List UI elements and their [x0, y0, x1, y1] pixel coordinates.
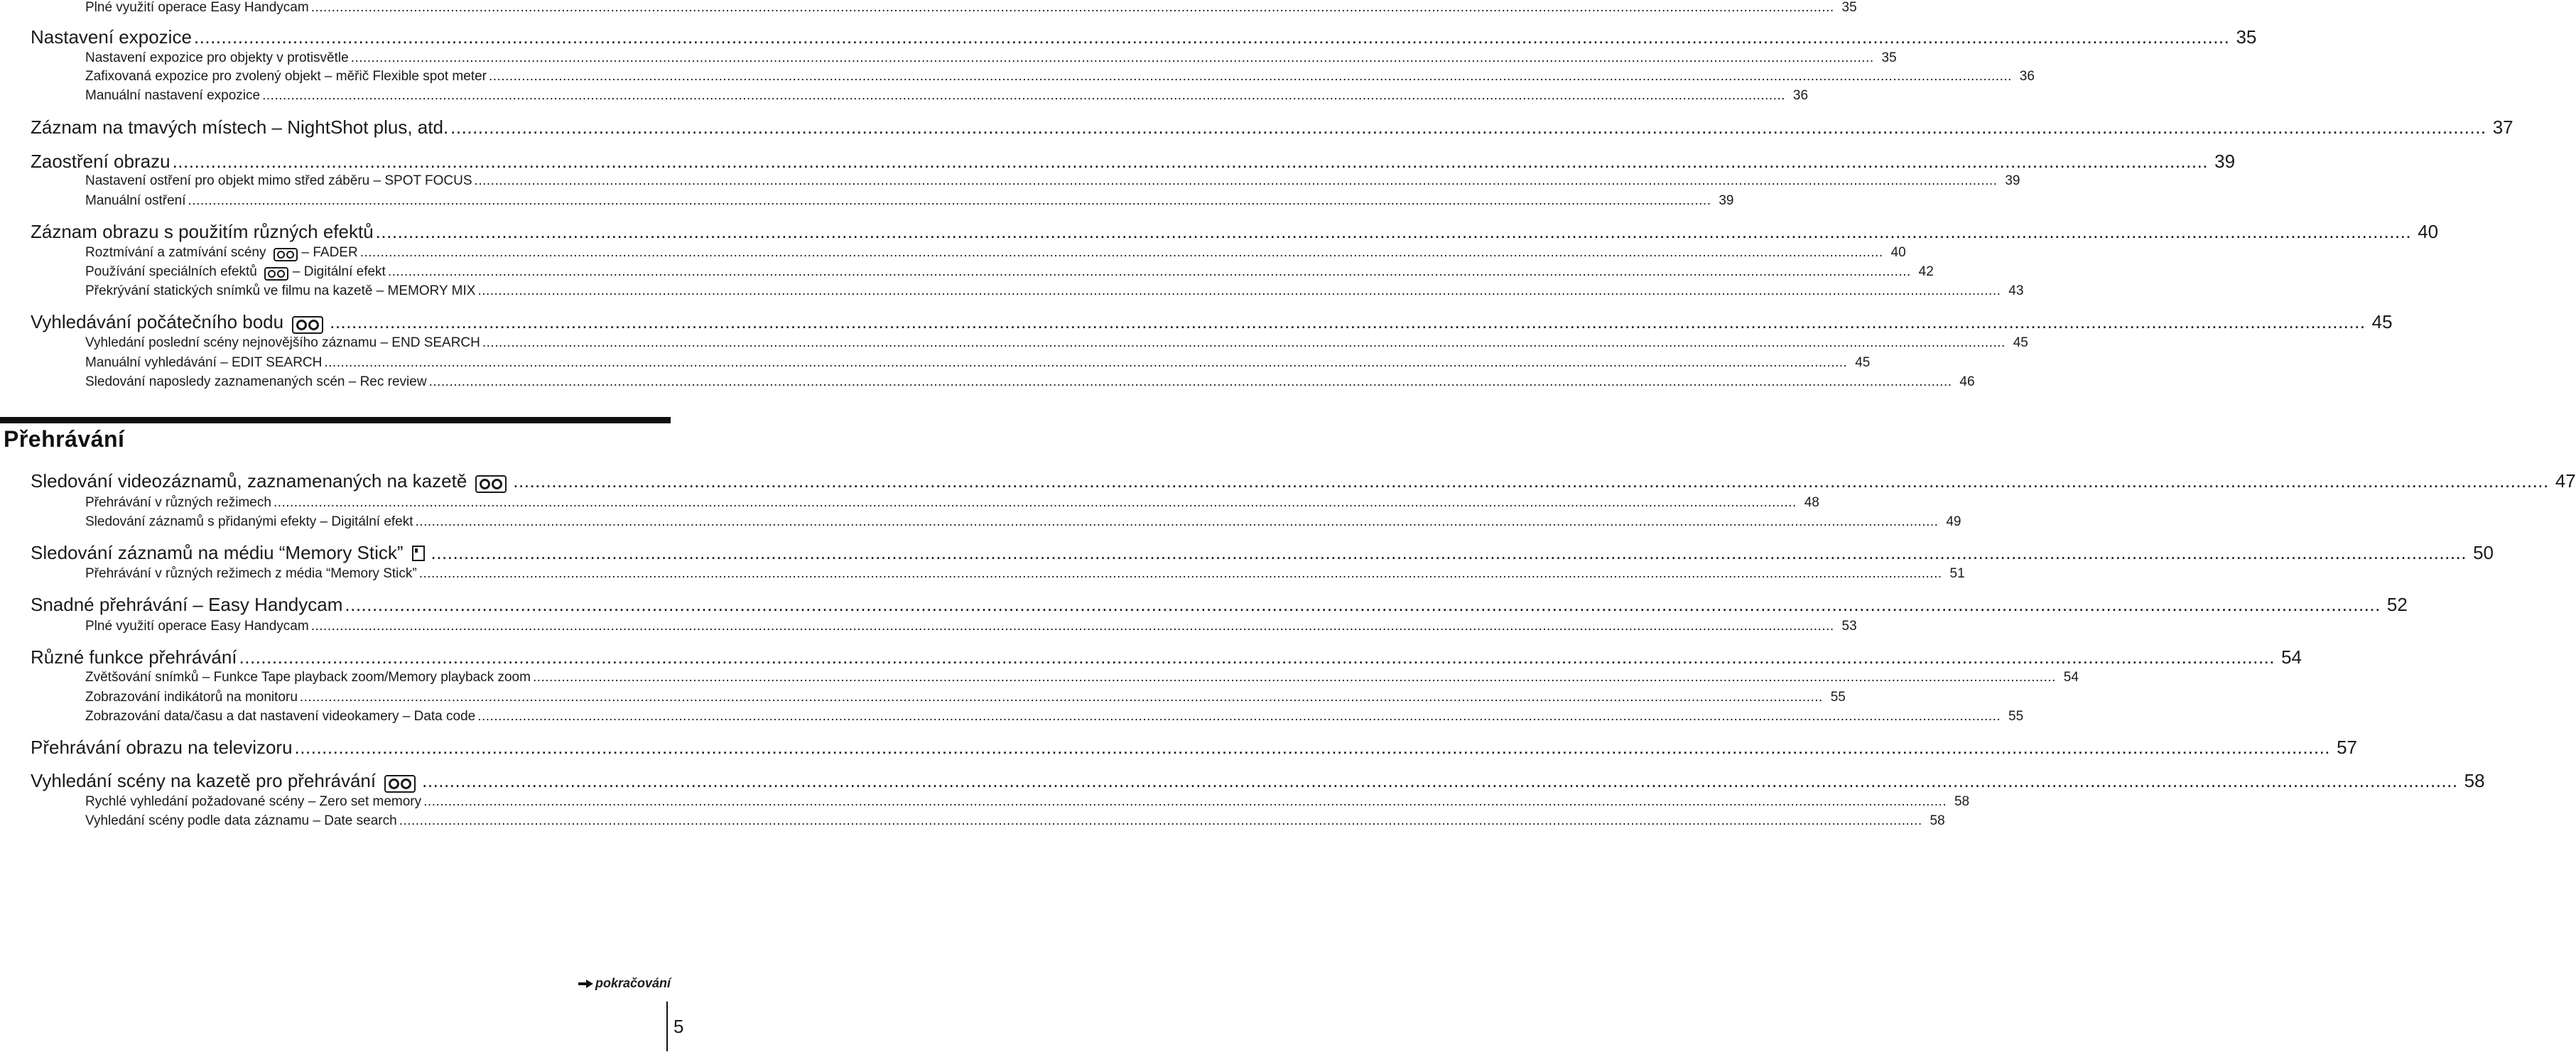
toc-page-number: 45: [2013, 335, 2028, 350]
leader-dots: [300, 690, 1823, 705]
toc-entry-title: Nastavení expozice: [31, 26, 192, 48]
toc-subentry[interactable]: [85, 495, 1819, 514]
leader-dots: [429, 374, 1952, 390]
toc-entry[interactable]: [31, 26, 2257, 50]
toc-page-number: 52: [2386, 594, 2408, 615]
toc-entry-title: Překrývání statických snímků ve filmu na kazetě – MEMORY MIX: [85, 283, 476, 298]
toc-page-number: 45: [1855, 355, 1871, 370]
leader-dots: [477, 283, 2001, 299]
toc-subentry[interactable]: [85, 264, 1934, 283]
leader-dots: [239, 646, 2275, 668]
tape-icon: [292, 316, 323, 334]
toc-page-number: 36: [2019, 69, 2035, 84]
toc-page-number: 54: [2063, 670, 2079, 685]
toc-page-number: 58: [2464, 770, 2485, 791]
toc-page-number: 45: [2371, 311, 2393, 332]
toc-subentry[interactable]: [85, 50, 1897, 69]
toc-subentry[interactable]: [85, 670, 2079, 688]
leader-dots: [482, 335, 2006, 351]
toc-subentry[interactable]: [85, 566, 1965, 585]
toc-entry-title: Přehrávání obrazu na televizoru: [31, 737, 293, 758]
toc-entry-title: Záznam obrazu s použitím různých efektů: [31, 221, 374, 242]
toc-page-number: 40: [1890, 245, 1906, 260]
toc-page-number: 53: [1841, 619, 1857, 634]
toc-entry-title: Sledování záznamů na médiu “Memory Stick”: [31, 542, 404, 563]
toc-page-number: 47: [2555, 470, 2576, 492]
toc-subentry[interactable]: [85, 88, 1809, 107]
toc-entry-title: Sledování záznamů s přidanými efekty – Digitální efekt: [85, 514, 413, 529]
toc-page-number: 49: [1946, 514, 1961, 529]
toc-page-number: 40: [2418, 221, 2439, 242]
toc-entry-title: Zobrazování data/času a dat nastavení videokamery – Data code: [85, 709, 476, 724]
toc-entry-title: Sledování videozáznamů, zaznamenaných na kazetě: [31, 470, 467, 492]
toc-page-number: 36: [1792, 88, 1809, 103]
leader-dots: [376, 221, 2411, 243]
toc-page-number: 58: [1954, 794, 1970, 809]
toc-entry[interactable]: [31, 311, 2393, 335]
leader-dots: [533, 670, 2056, 685]
leader-dots: [388, 264, 1911, 280]
toc-subentry[interactable]: [85, 193, 1734, 212]
leader-dots: [416, 514, 1939, 530]
toc-subentry[interactable]: [85, 619, 1857, 637]
toc-entry[interactable]: [31, 151, 2236, 175]
continued-label: pokračování: [595, 976, 671, 990]
toc-subentry[interactable]: [85, 794, 1970, 813]
leader-dots: [513, 470, 2548, 492]
toc-subentry[interactable]: [85, 0, 1857, 18]
toc-page-number: 39: [2005, 173, 2020, 188]
toc-entry-suffix: – FADER: [301, 245, 358, 260]
page-number: 5: [666, 1002, 681, 1051]
toc-entry[interactable]: [31, 116, 2513, 141]
toc-entry-title: Vyhledání scény podle data záznamu – Date search: [85, 813, 397, 828]
toc-entry-title: Zvětšování snímků – Funkce Tape playback zoom/Memory playback zoom: [85, 670, 531, 685]
toc-subentry[interactable]: [85, 335, 2028, 354]
toc-entry[interactable]: [31, 646, 2302, 671]
leader-dots: [311, 619, 1834, 634]
tape-icon: [384, 775, 416, 793]
toc-entry-title: Plné využití operace Easy Handycam: [85, 619, 309, 634]
toc-entry-title: Manuální vyhledávání – EDIT SEARCH: [85, 355, 323, 370]
toc-entry-title: Rychlé vyhledání požadované scény – Zero set memory: [85, 794, 422, 809]
toc-entry[interactable]: [31, 470, 2576, 494]
leader-dots: [422, 770, 2457, 792]
toc-subentry[interactable]: [85, 355, 1871, 374]
toc-entry-title: Různé funkce přehrávání: [31, 646, 237, 668]
toc-page-number: 35: [1841, 0, 1857, 15]
toc-page-number: 55: [2008, 709, 2024, 724]
leader-dots: [330, 311, 2365, 333]
toc-page-number: 55: [1830, 690, 1846, 705]
toc-page-number: 54: [2281, 646, 2302, 668]
toc-entry-title: Přehrávání v různých režimech z média “Memory Stick”: [85, 566, 417, 581]
toc-entry-title: Používání speciálních efektů: [85, 264, 257, 279]
leader-dots: [399, 813, 1922, 829]
toc-page-number: 43: [2008, 283, 2024, 298]
toc-entry[interactable]: [31, 542, 2494, 566]
section-title: Přehrávání: [4, 426, 125, 452]
toc-subentry[interactable]: [85, 173, 2020, 192]
toc-entry-title: Přehrávání v různých režimech: [85, 495, 271, 510]
toc-page-number: 42: [1918, 264, 1934, 279]
leader-dots: [345, 594, 2380, 616]
leader-dots: [295, 737, 2330, 759]
toc-page-number: 46: [1959, 374, 1975, 389]
leader-dots: [423, 794, 1947, 810]
toc-entry[interactable]: [31, 594, 2408, 618]
toc-entry-title: Sledování naposledy zaznamenaných scén – Rec review: [85, 374, 427, 389]
leader-dots: [419, 566, 1942, 582]
toc-entry[interactable]: [31, 221, 2439, 245]
leader-dots: [274, 495, 1797, 511]
leader-dots: [431, 542, 2467, 564]
toc-page-number: 50: [2473, 542, 2494, 563]
toc-entry-title: Nastavení expozice pro objekty v protisvětle: [85, 50, 349, 65]
toc-entry-title: Nastavení ostření pro objekt mimo střed záběru – SPOT FOCUS: [85, 173, 472, 188]
leader-dots: [188, 193, 1711, 209]
toc-entry[interactable]: [31, 737, 2358, 761]
leader-dots: [311, 0, 1834, 16]
toc-page-number: 58: [1930, 813, 1945, 828]
leader-dots: [489, 69, 2012, 85]
toc-subentry[interactable]: [85, 514, 1961, 533]
toc-page-number: 37: [2492, 116, 2513, 138]
toc-page-number: 39: [2214, 151, 2236, 172]
toc-subentry[interactable]: [85, 709, 2024, 727]
toc-page-number: 51: [1949, 566, 1965, 581]
leader-dots: [450, 116, 2486, 139]
leader-dots: [194, 26, 2229, 48]
tape-icon: [264, 267, 288, 281]
leader-dots: [173, 151, 2208, 173]
leader-dots: [477, 709, 2001, 725]
toc-entry-title: Plné využití operace Easy Handycam: [85, 0, 309, 15]
toc-entry-title: Manuální nastavení expozice: [85, 88, 261, 103]
leader-dots: [475, 173, 1998, 189]
toc-entry-title: Zobrazování indikátorů na monitoru: [85, 690, 298, 705]
leader-dots: [351, 50, 1874, 66]
toc-entry-title: Vyhledání poslední scény nejnovějšího záznamu – END SEARCH: [85, 335, 480, 350]
continued-link[interactable]: [578, 976, 671, 991]
toc-subentry[interactable]: [85, 690, 1846, 708]
toc-entry-title: Záznam na tmavých místech – NightShot plus, atd.: [31, 116, 449, 138]
leader-dots: [262, 88, 1785, 104]
toc-subentry[interactable]: [85, 245, 1906, 264]
arrow-right-icon: [578, 980, 594, 988]
toc-entry-title: Zafixovaná expozice pro zvolený objekt – měřič Flexible spot meter: [85, 69, 487, 84]
toc-entry-suffix: – Digitální efekt: [292, 264, 386, 279]
toc-entry-title: Manuální ostření: [85, 193, 186, 208]
toc-subentry[interactable]: [85, 283, 2024, 302]
toc-page-number: 39: [1719, 193, 1734, 208]
toc-entry-title: Vyhledání scény na kazetě pro přehrávání: [31, 770, 377, 791]
leader-dots: [360, 245, 1883, 261]
toc-subentry[interactable]: [85, 813, 1945, 832]
toc-page-number: 57: [2337, 737, 2358, 758]
toc-entry[interactable]: [31, 770, 2485, 794]
toc-entry-title: Zaostření obrazu: [31, 151, 171, 172]
memory-stick-icon: [412, 546, 425, 561]
tape-icon: [274, 248, 298, 261]
toc-page-number: 35: [1881, 50, 1897, 65]
toc-entry-title: Snadné přehrávání – Easy Handycam: [31, 594, 343, 615]
toc-page-number: 35: [2236, 26, 2257, 48]
toc-entry-title: Roztmívání a zatmívání scény: [85, 245, 266, 260]
toc-subentry[interactable]: [85, 374, 1975, 393]
section-divider: [0, 417, 671, 423]
toc-subentry[interactable]: [85, 69, 2035, 87]
tape-icon: [475, 475, 507, 493]
toc-entry-title: Vyhledávání počátečního bodu: [31, 311, 284, 332]
toc-page-number: 48: [1804, 495, 1819, 510]
leader-dots: [324, 355, 1847, 371]
